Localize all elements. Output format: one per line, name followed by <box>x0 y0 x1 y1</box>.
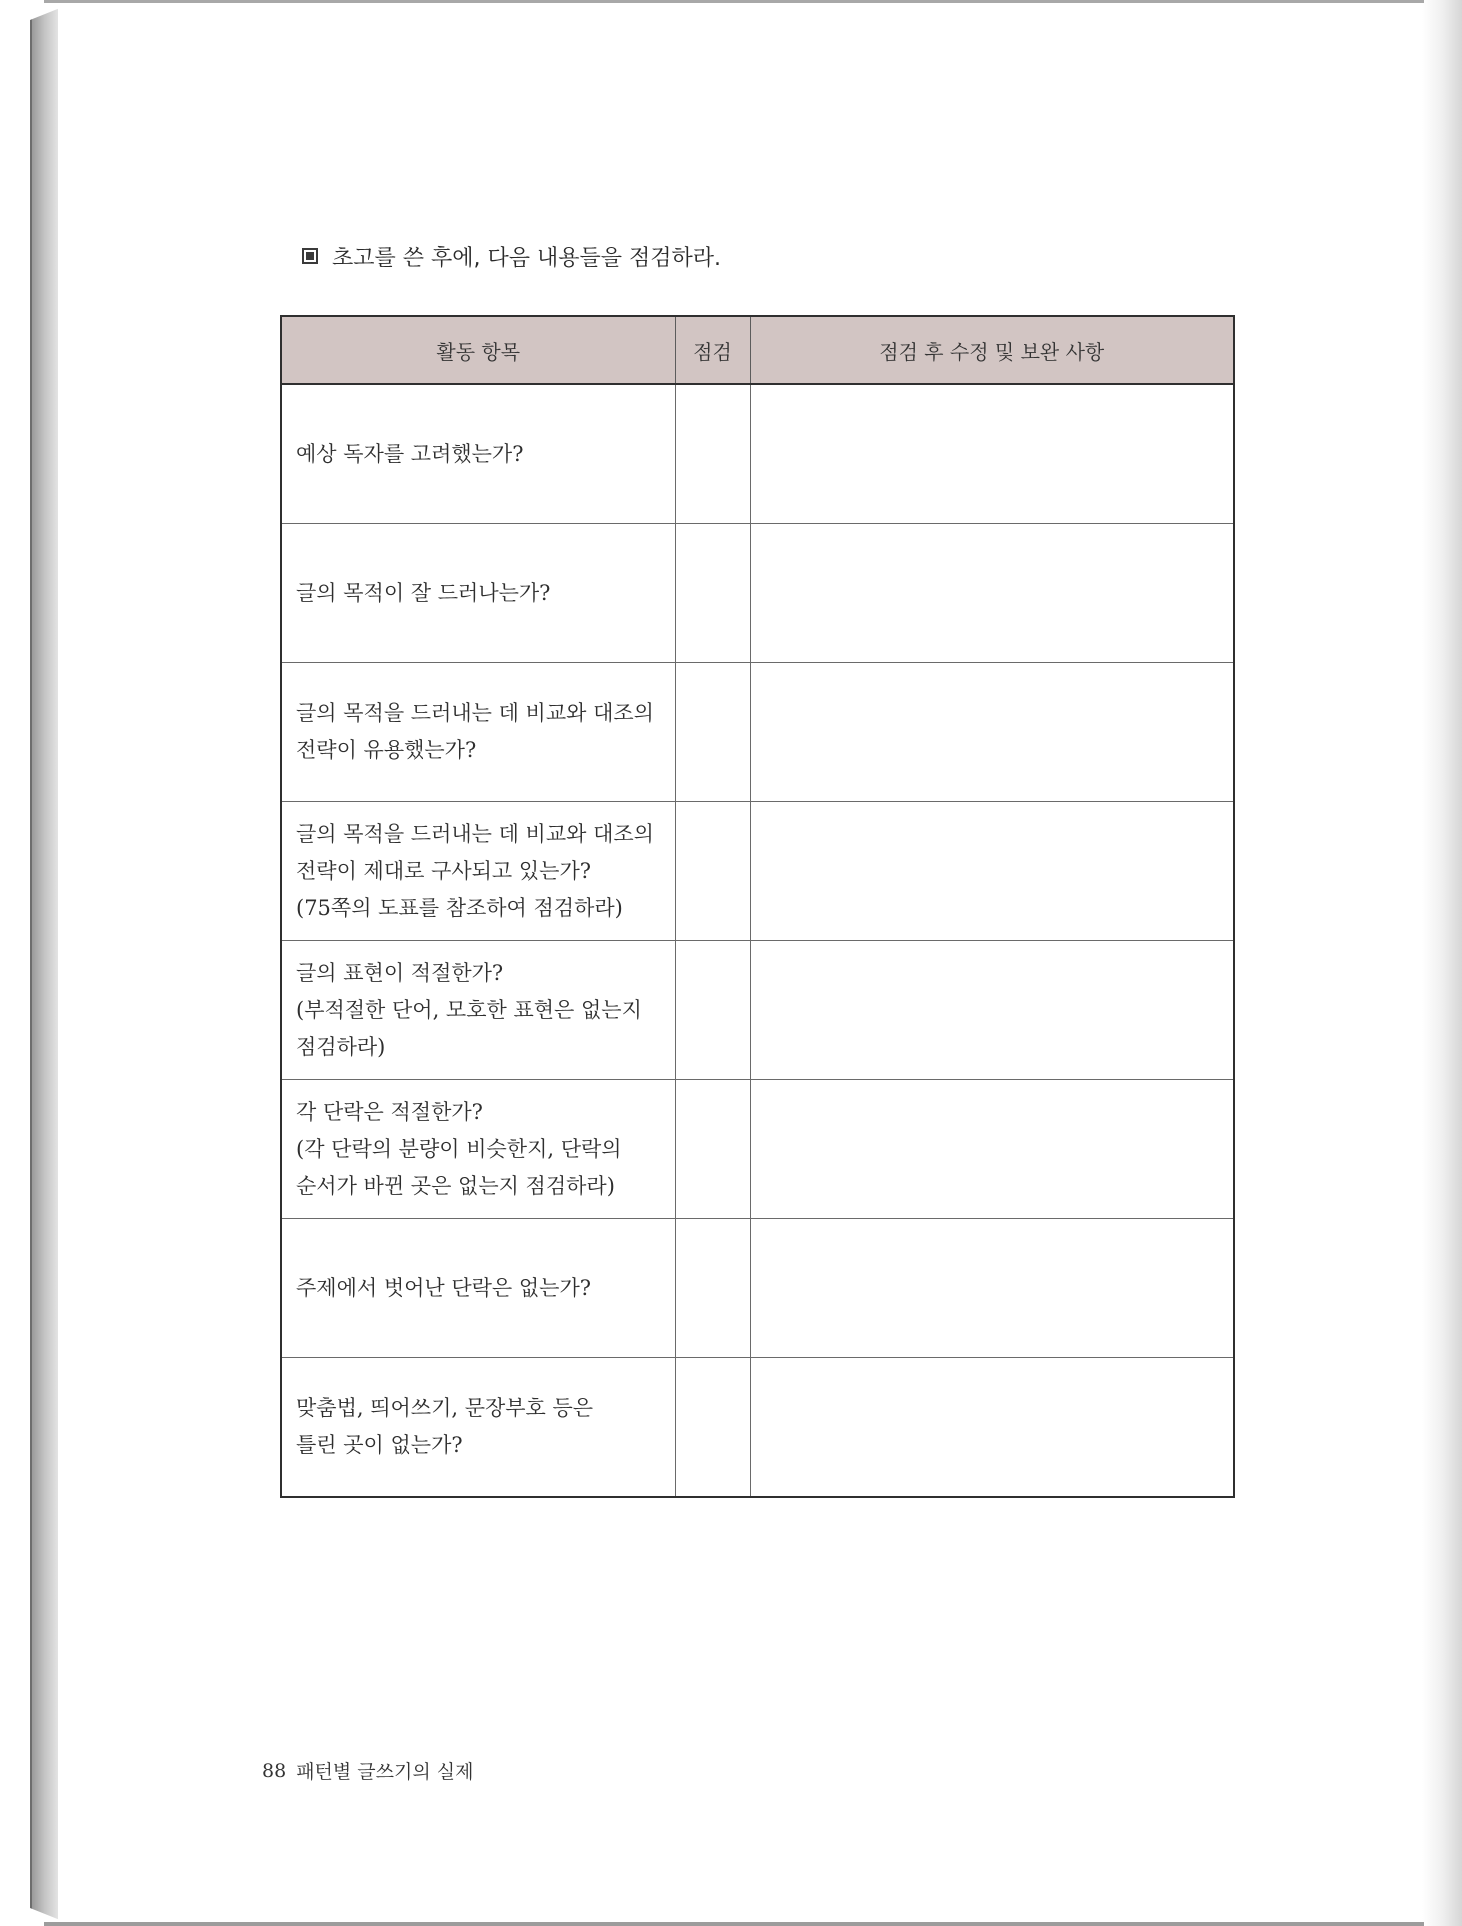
activity-item-cell: 글의 목적을 드러내는 데 비교와 대조의 전략이 유용했는가? <box>281 663 675 802</box>
table-row <box>281 802 1234 941</box>
instruction-line <box>302 238 721 274</box>
header-check: 점검 <box>675 316 750 384</box>
check-cell[interactable] <box>675 663 750 802</box>
check-cell[interactable] <box>675 1219 750 1358</box>
table-row <box>281 1358 1234 1498</box>
check-cell[interactable] <box>675 524 750 663</box>
table-row <box>281 524 1234 663</box>
square-bullet-icon <box>302 248 318 264</box>
header-activity-item: 활동 항목 <box>281 316 675 384</box>
table-row <box>281 384 1234 524</box>
check-cell[interactable] <box>675 1358 750 1498</box>
notes-cell[interactable] <box>750 1219 1234 1358</box>
notes-cell[interactable] <box>750 1358 1234 1498</box>
page-bottom-edge <box>44 1922 1424 1926</box>
activity-item-cell: 글의 목적을 드러내는 데 비교와 대조의 전략이 제대로 구사되고 있는가? (75쪽의 도표를 참조하여 점검하라) <box>281 802 675 941</box>
notes-cell[interactable] <box>750 802 1234 941</box>
activity-item-cell: 글의 목적이 잘 드러나는가? <box>281 524 675 663</box>
notes-cell[interactable] <box>750 663 1234 802</box>
activity-item-cell: 각 단락은 적절한가? (각 단락의 분량이 비슷한지, 단락의 순서가 바뀐 곳은 없는지 점검하라) <box>281 1080 675 1219</box>
activity-item-cell: 주제에서 벗어난 단락은 없는가? <box>281 1219 675 1358</box>
page-number: 88 <box>262 1759 287 1782</box>
check-cell[interactable] <box>675 384 750 524</box>
table-row <box>281 1080 1234 1219</box>
notes-cell[interactable] <box>750 941 1234 1080</box>
notes-cell[interactable] <box>750 1080 1234 1219</box>
notes-cell[interactable] <box>750 384 1234 524</box>
activity-item-cell: 글의 표현이 적절한가? (부적절한 단어, 모호한 표현은 없는지 점검하라) <box>281 941 675 1080</box>
check-cell[interactable] <box>675 941 750 1080</box>
table-row <box>281 663 1234 802</box>
running-title: 패턴별 글쓰기의 실제 <box>296 1761 474 1783</box>
checklist-table <box>280 315 1235 1498</box>
table-row <box>281 941 1234 1080</box>
table-row <box>281 1219 1234 1358</box>
table-header-row <box>281 316 1234 384</box>
activity-item-cell: 예상 독자를 고려했는가? <box>281 384 675 524</box>
check-cell[interactable] <box>675 1080 750 1219</box>
book-spine-edge <box>30 8 60 1920</box>
check-cell[interactable] <box>675 802 750 941</box>
activity-item-cell: 맞춤법, 띄어쓰기, 문장부호 등은 틀린 곳이 없는가? <box>281 1358 675 1498</box>
notes-cell[interactable] <box>750 524 1234 663</box>
instruction-text: 초고를 쓴 후에, 다음 내용들을 점검하라. <box>332 245 721 271</box>
page-footer <box>262 1757 473 1784</box>
header-revision-notes: 점검 후 수정 및 보완 사항 <box>750 316 1234 384</box>
page-curl-shadow <box>1422 0 1462 1926</box>
